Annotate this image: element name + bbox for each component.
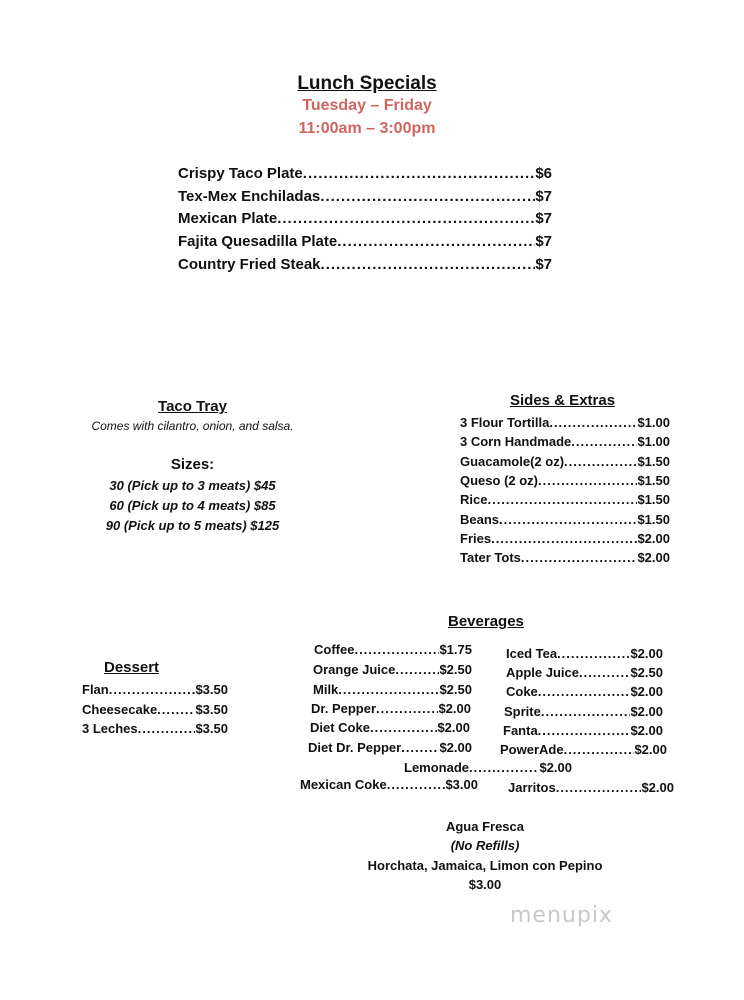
- leader-dots: [303, 165, 536, 182]
- side-item-name: Guacamole(2 oz): [460, 454, 565, 469]
- beverage-price: $2.00: [437, 720, 470, 735]
- side-item: [460, 512, 670, 527]
- beverage-item: [313, 682, 472, 697]
- leader-dots: [277, 210, 535, 227]
- beverage-item: [314, 642, 472, 657]
- side-item: [460, 531, 670, 546]
- side-item-name: Tater Tots: [460, 550, 521, 565]
- beverage-name: Dr. Pepper: [311, 701, 377, 716]
- lunch-item-name: Mexican Plate: [178, 210, 278, 227]
- beverage-name: Apple Juice: [506, 665, 579, 680]
- leader-dots: [538, 723, 631, 738]
- leader-dots: [541, 704, 631, 719]
- beverage-item: [506, 646, 663, 661]
- beverage-item: [500, 742, 667, 757]
- leader-dots: [320, 188, 535, 205]
- beverage-item: [506, 684, 663, 699]
- side-item-name: 3 Corn Handmade: [460, 434, 572, 449]
- leader-dots: [491, 531, 637, 546]
- side-item-price: $1.50: [637, 512, 670, 527]
- leader-dots: [549, 415, 637, 430]
- beverage-price: $2.00: [630, 704, 663, 719]
- lunch-item-name: Tex-Mex Enchiladas: [178, 188, 321, 205]
- dessert-price: $3.50: [195, 682, 228, 697]
- dessert-name: Flan: [82, 682, 109, 697]
- side-item-name: Fries: [460, 531, 492, 546]
- leader-dots: [538, 684, 631, 699]
- side-item-price: $1.50: [637, 492, 670, 507]
- beverage-name: Milk: [313, 682, 339, 697]
- agua-fresca-note: (No Refills): [450, 838, 520, 853]
- lunch-item-name: Fajita Quesadilla Plate: [178, 233, 338, 250]
- side-item: [460, 454, 670, 469]
- beverage-item: [310, 720, 470, 735]
- beverage-item: [311, 701, 471, 716]
- lunch-item: [178, 233, 552, 250]
- leader-dots: [354, 642, 439, 657]
- leader-dots: [487, 492, 637, 507]
- leader-dots: [579, 665, 630, 680]
- dessert-price: $3.50: [195, 702, 228, 717]
- dessert-title: Dessert: [104, 659, 160, 676]
- beverage-item: [504, 704, 663, 719]
- size-option: 30 (Pick up to 3 meats) $45: [109, 478, 276, 493]
- lunch-specials-title: Lunch Specials: [297, 73, 437, 94]
- beverage-item: [508, 780, 674, 795]
- beverage-name: Iced Tea: [506, 646, 558, 661]
- menupix-watermark: menupix: [510, 903, 613, 928]
- beverage-name: Mexican Coke: [300, 777, 387, 792]
- beverage-name: Lemonade: [404, 760, 470, 775]
- leader-dots: [321, 256, 536, 273]
- sides-extras-title: Sides & Extras: [510, 392, 616, 409]
- side-item-name: 3 Flour Tortilla: [460, 415, 550, 430]
- lunch-item-price: $7: [535, 188, 552, 205]
- beverage-price: $2.00: [439, 740, 472, 755]
- leader-dots: [557, 646, 630, 661]
- side-item: [460, 415, 670, 430]
- side-item-price: $1.50: [637, 454, 670, 469]
- beverage-price: $3.00: [445, 777, 478, 792]
- beverage-name: Coke: [506, 684, 538, 699]
- side-item: [460, 492, 670, 507]
- leader-dots: [538, 473, 637, 488]
- lunch-item-price: $7: [535, 210, 552, 227]
- leader-dots: [138, 721, 196, 736]
- dessert-name: 3 Leches: [82, 721, 138, 736]
- size-option: 90 (Pick up to 5 meats) $125: [105, 518, 280, 533]
- beverage-price: $2.00: [634, 742, 667, 757]
- beverage-price: $1.75: [439, 642, 472, 657]
- lunch-hours: 11:00am – 3:00pm: [298, 120, 436, 137]
- leader-dots: [337, 233, 535, 250]
- leader-dots: [556, 780, 642, 795]
- lunch-days: Tuesday – Friday: [302, 97, 432, 114]
- beverage-name: Fanta: [503, 723, 538, 738]
- beverages-title: Beverages: [448, 613, 524, 630]
- leader-dots: [401, 740, 439, 755]
- side-item-price: $2.00: [637, 550, 670, 565]
- beverage-name: Sprite: [504, 704, 541, 719]
- side-item: [460, 473, 670, 488]
- side-item: [460, 550, 670, 565]
- beverage-price: $2.00: [438, 701, 471, 716]
- beverage-price: $2.00: [630, 684, 663, 699]
- leader-dots: [564, 454, 637, 469]
- beverage-name: PowerAde: [500, 742, 564, 757]
- side-item-price: $1.00: [637, 434, 670, 449]
- beverage-name: Jarritos: [508, 780, 556, 795]
- leader-dots: [157, 702, 195, 717]
- leader-dots: [387, 777, 446, 792]
- lunch-item-price: $6: [535, 165, 552, 182]
- beverage-name: Coffee: [314, 642, 355, 657]
- leader-dots: [376, 701, 438, 716]
- side-item-name: Queso (2 oz): [460, 473, 539, 488]
- beverage-name: Diet Dr. Pepper: [308, 740, 402, 755]
- beverage-item: [506, 665, 663, 680]
- side-item-price: $1.00: [637, 415, 670, 430]
- side-item: [460, 434, 670, 449]
- lunch-item: [178, 256, 552, 273]
- beverage-price: $2.50: [439, 682, 472, 697]
- side-item-price: $2.00: [637, 531, 670, 546]
- lunch-item-price: $7: [535, 256, 552, 273]
- dessert-item: [82, 721, 228, 736]
- beverage-item: [308, 740, 472, 755]
- side-item-name: Beans: [460, 512, 500, 527]
- beverage-item: [404, 760, 572, 775]
- dessert-price: $3.50: [195, 721, 228, 736]
- leader-dots: [564, 742, 635, 757]
- beverage-price: $2.50: [630, 665, 663, 680]
- beverage-price: $2.00: [539, 760, 572, 775]
- lunch-item: [178, 188, 552, 205]
- side-item-name: Rice: [460, 492, 488, 507]
- lunch-item: [178, 210, 552, 227]
- side-item-price: $1.50: [637, 473, 670, 488]
- leader-dots: [338, 682, 439, 697]
- lunch-item-price: $7: [535, 233, 552, 250]
- agua-fresca-flavors: Horchata, Jamaica, Limon con Pepino: [367, 858, 603, 873]
- agua-fresca-title: Agua Fresca: [445, 819, 525, 834]
- beverage-price: $2.00: [630, 723, 663, 738]
- lunch-item: [178, 165, 552, 182]
- beverage-name: Diet Coke: [310, 720, 370, 735]
- leader-dots: [571, 434, 637, 449]
- beverage-item: [313, 662, 472, 677]
- taco-tray-description: Comes with cilantro, onion, and salsa.: [91, 419, 294, 433]
- leader-dots: [395, 662, 439, 677]
- lunch-item-name: Country Fried Steak: [178, 256, 321, 273]
- size-option: 60 (Pick up to 4 meats) $85: [109, 498, 276, 513]
- sizes-title: Sizes:: [170, 456, 215, 473]
- dessert-item: [82, 682, 228, 697]
- dessert-item: [82, 702, 228, 717]
- beverage-price: $2.50: [439, 662, 472, 677]
- dessert-name: Cheesecake: [82, 702, 158, 717]
- taco-tray-title: Taco Tray: [158, 398, 227, 415]
- leader-dots: [499, 512, 637, 527]
- beverage-item: [300, 777, 478, 792]
- beverage-name: Orange Juice: [313, 662, 396, 677]
- lunch-item-name: Crispy Taco Plate: [178, 165, 303, 182]
- leader-dots: [109, 682, 196, 697]
- leader-dots: [370, 720, 437, 735]
- beverage-price: $2.00: [641, 780, 674, 795]
- beverage-price: $2.00: [630, 646, 663, 661]
- beverage-item: [503, 723, 663, 738]
- leader-dots: [521, 550, 638, 565]
- agua-fresca-price: $3.00: [468, 877, 502, 892]
- leader-dots: [469, 760, 539, 775]
